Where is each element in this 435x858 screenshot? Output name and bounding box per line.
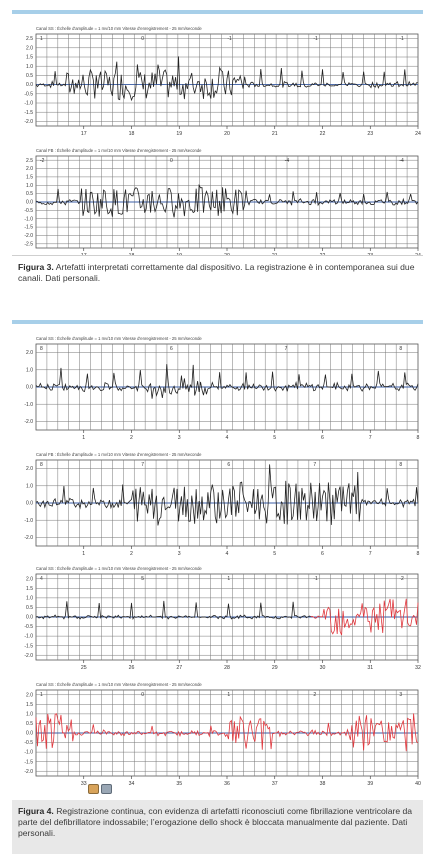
x-tick-label: 1 [82,435,86,441]
beat-marker-label: 0 [141,692,145,698]
x-tick-label: 26 [128,665,135,671]
y-tick-label: -2.0 [24,535,33,541]
beat-marker-label: -2 [40,158,45,164]
x-tick-label: 27 [176,665,183,671]
beat-marker-label: -1 [399,36,404,42]
y-tick-label: -1.0 [24,100,33,107]
figure4-caption-text: Registrazione continua, con evidenza di artefatti riconosciuti come fibrillazione ventricolare da parte del defibrillatore indossabile; l’erogazione dello shock è bloccata manualmente dal paziente. Dati personali. [18,806,413,838]
ecg-strip-fig4-ss-2 [14,562,422,674]
beat-marker-label: 0 [169,158,173,164]
figure3-caption [18,262,418,284]
beat-marker-label: -1 [227,36,232,42]
x-tick-label: 22 [319,131,326,137]
x-tick-label: 40 [415,781,421,787]
beat-marker-label: 1 [227,692,231,698]
beat-marker-label: 3 [399,692,403,698]
y-tick-label: 2.0 [26,576,33,583]
y-tick-label: -1.0 [24,216,33,223]
x-tick-label: 36 [224,781,230,787]
x-tick-label: 24 [415,131,421,137]
y-tick-label: 1.0 [26,595,33,602]
y-tick-label: 1.0 [26,483,33,490]
x-tick-label: 7 [368,435,372,441]
beat-marker-label: 1 [227,576,231,582]
y-tick-label: 0.0 [26,500,33,507]
y-tick-label: -0.5 [24,740,33,747]
y-tick-label: 2.0 [26,466,33,473]
y-tick-label: 2.0 [26,350,33,357]
y-tick-label: 1.0 [26,367,33,374]
y-tick-label: 2.5 [26,157,33,164]
x-tick-label: 20 [224,131,230,137]
x-tick-label: 4 [225,551,229,557]
y-tick-label: -2.0 [24,233,33,240]
y-tick-label: 0.5 [26,605,33,612]
x-tick-label: 32 [415,665,421,671]
ecg-strip-fig3-fb [14,144,422,262]
strip-header: Canal SS : Échelle d'amplitude = 1 mv/10 mm Vitesse d'enregistrement - 25 mm/seconde [36,682,202,687]
strip-header: Canal FB : Échelle d'amplitude = 1 mv/10 mm Vitesse d'enregistrement - 25 mm/seconde [36,148,202,153]
x-tick-label: 17 [80,131,87,137]
beat-marker-label: 2 [313,692,317,698]
y-tick-label: -1.5 [24,643,33,650]
figure3-caption-text: Artefatti interpretati correttamente dal dispositivo. La registrazione è in contemporanea sui due canali. Dati personali. [18,262,415,283]
x-tick-label: 2 [130,435,133,441]
strip-header: Canal SS : Échelle d'amplitude = 1 mv/10 mm Vitesse d'enregistrement - 25 mm/seconde [36,336,202,341]
x-tick-label: 18 [128,131,135,137]
y-tick-label: -1.0 [24,633,33,640]
strip-header: Canal SS : Échelle d'amplitude = 1 mv/10 mm Vitesse d'enregistrement - 25 mm/seconde [36,26,202,31]
x-tick-label: 3 [177,435,181,441]
y-tick-label: 0.0 [26,199,33,206]
y-tick-label: -2.0 [24,419,33,425]
y-tick-label: 1.5 [26,54,33,61]
y-tick-label: 0.5 [26,191,33,198]
beat-marker-label: 5 [141,576,145,582]
x-tick-label: 5 [273,551,277,557]
x-tick-label: 34 [128,781,135,787]
beat-marker-label: 8 [40,462,43,468]
x-tick-label: 5 [273,435,277,441]
y-tick-label: -1.0 [24,517,33,524]
beat-marker-label: -2 [399,576,404,582]
beat-marker-label: 6 [227,462,231,468]
y-tick-label: -0.5 [24,91,33,98]
beat-marker-label: 7 [141,462,145,468]
ecg-strip-fig4-fb [14,448,422,560]
x-tick-label: 8 [416,435,420,441]
x-tick-label: 19 [176,131,183,137]
y-tick-label: -2.0 [24,119,33,125]
y-tick-label: 0.0 [26,384,33,391]
x-tick-label: 29 [271,665,278,671]
y-tick-label: 1.0 [26,63,33,70]
y-tick-label: -1.5 [24,759,33,766]
figure3-caption-label: Figura 3. [18,262,54,272]
y-tick-label: 0.0 [26,82,33,89]
x-tick-label: 25 [80,665,87,671]
beat-marker-label: -1 [313,576,318,582]
x-tick-label: 33 [80,781,87,787]
y-tick-label: -1.0 [24,749,33,756]
beat-marker-label: 1 [40,36,43,42]
y-tick-label: 2.0 [26,45,33,52]
button-press-icon [88,784,99,794]
y-tick-label: -1.5 [24,109,33,116]
x-tick-label: 7 [368,551,372,557]
x-tick-label: 30 [319,665,326,671]
x-tick-label: 37 [271,781,278,787]
ecg-strip-fig3-ss [14,22,422,140]
y-tick-label: -2.0 [24,768,33,775]
x-tick-label: 23 [367,131,374,137]
x-tick-label: 3 [177,551,181,557]
y-tick-label: 0.5 [26,721,33,728]
ecg-strip-fig4-ss-1 [14,332,422,444]
beat-marker-label: 6 [169,346,173,352]
x-tick-label: 38 [319,781,326,787]
beat-marker-label: 8 [399,346,403,352]
y-tick-label: -2.5 [24,241,33,248]
beat-marker-label: 7 [284,346,288,352]
button-press-icon [101,784,112,794]
figure3-top-rule [12,10,423,14]
strip-header: Canal SS : Échelle d'amplitude = 1 mv/10 mm Vitesse d'enregistrement - 25 mm/seconde [36,566,202,571]
y-tick-label: -0.5 [24,624,33,631]
x-tick-label: 6 [321,435,324,441]
y-tick-label: -2.0 [24,652,33,659]
y-tick-label: -1.5 [24,224,33,231]
y-tick-label: 1.5 [26,585,33,592]
x-tick-label: 31 [367,665,374,671]
y-tick-label: 0.0 [26,730,33,737]
ecg-strip-fig4-ss-3 [14,678,422,790]
strip-header: Canal FB : Échelle d'amplitude = 1 mv/10 mm Vitesse d'enregistrement - 25 mm/seconde [36,452,202,457]
x-tick-label: 6 [321,551,324,557]
x-tick-label: 8 [416,551,420,557]
beat-marker-label: 4 [40,576,43,582]
x-tick-label: 28 [224,665,230,671]
y-tick-label: 1.0 [26,182,33,189]
x-tick-label: 35 [176,781,183,787]
x-tick-label: 39 [367,781,374,787]
y-tick-label: 2.0 [26,166,33,173]
y-tick-label: 2.0 [26,692,33,699]
y-tick-label: -1.0 [24,401,33,408]
x-tick-label: 1 [82,551,86,557]
beat-marker-label: 1 [40,692,43,698]
beat-marker-label: 0 [141,36,145,42]
y-tick-label: 0.0 [26,614,33,621]
beat-marker-label: -1 [313,36,318,42]
x-tick-label: 4 [225,435,229,441]
beat-marker-label: 7 [313,462,317,468]
y-tick-label: 0.5 [26,73,33,79]
beat-marker-label: 8 [399,462,403,468]
figure4-caption-label: Figura 4. [18,806,54,816]
x-tick-label: 2 [130,551,133,557]
y-tick-label: 2.5 [26,36,33,43]
y-tick-label: -0.5 [24,207,33,214]
y-tick-label: 1.5 [26,701,33,708]
shock-blocked-icons [88,784,118,794]
figure4-caption [18,806,418,839]
y-tick-label: 1.0 [26,711,33,718]
beat-marker-label: -4 [284,158,290,164]
x-tick-label: 21 [271,131,278,137]
beat-marker-label: -4 [399,158,404,164]
beat-marker-label: 8 [40,346,43,352]
figure4-top-rule [12,320,423,324]
y-tick-label: 1.5 [26,174,33,181]
